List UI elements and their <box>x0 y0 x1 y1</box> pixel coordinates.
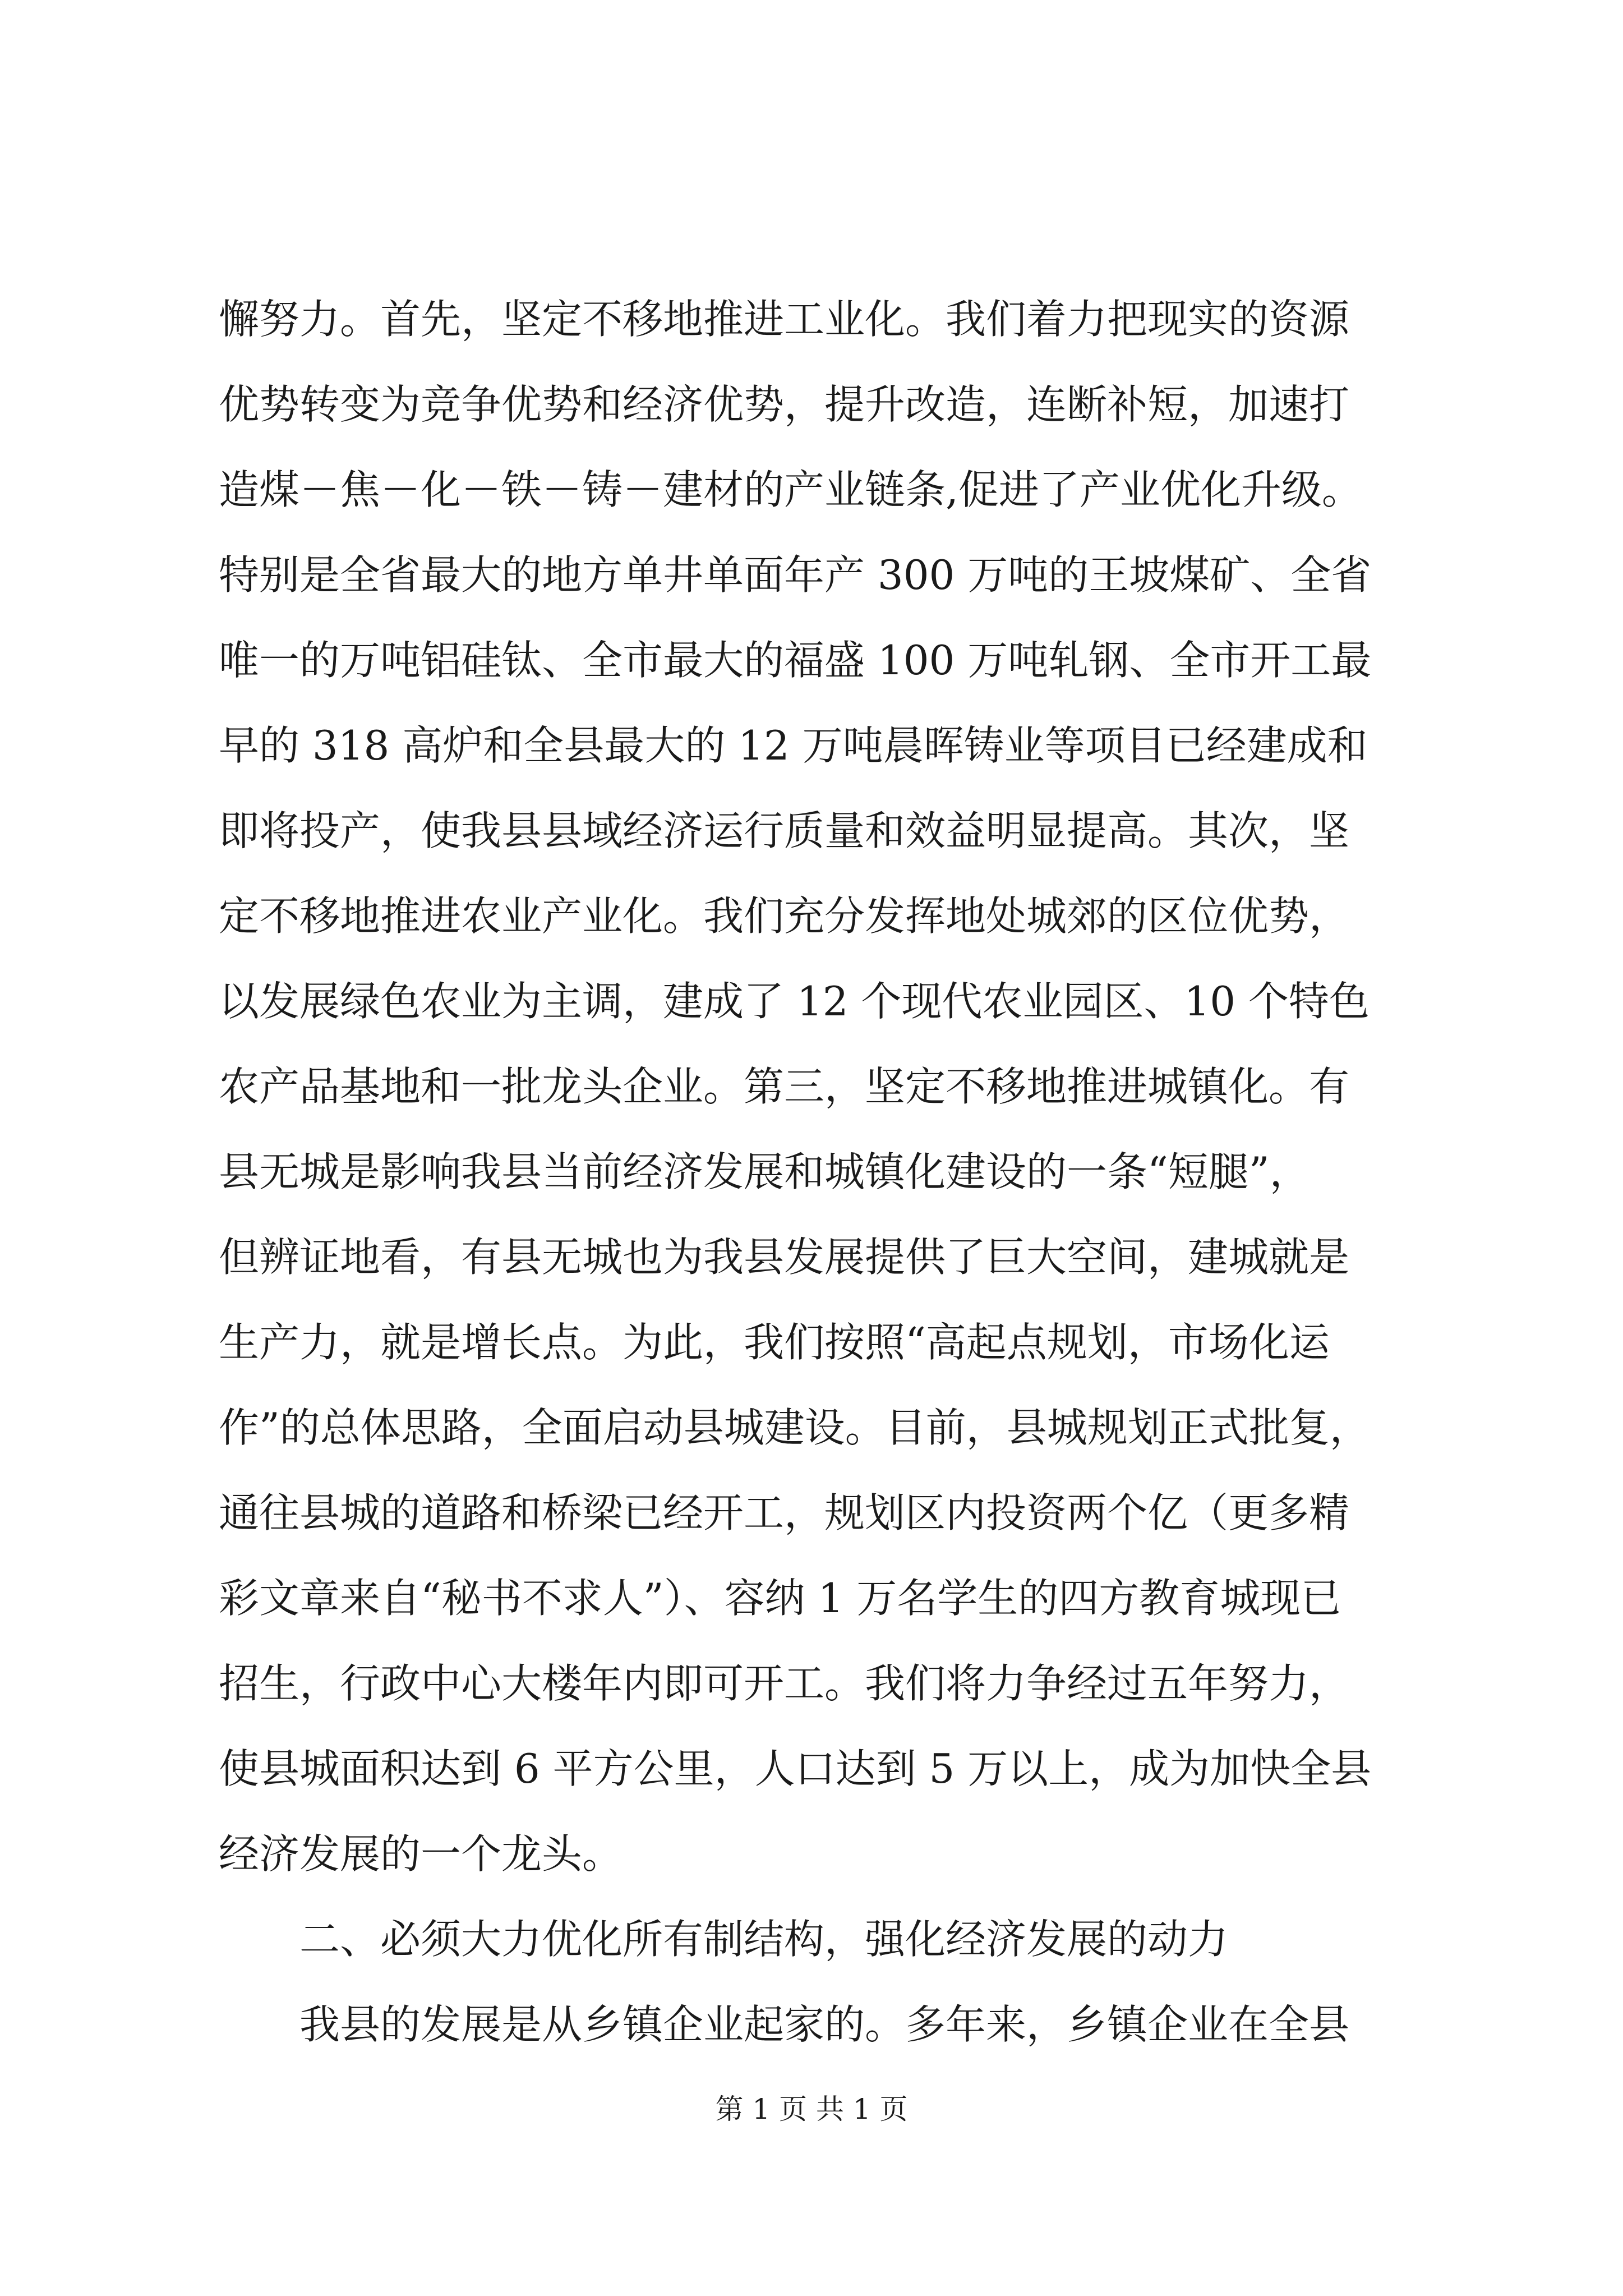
text-line: 农产品基地和一批龙头企业。第三，坚定不移地推进城镇化。有 <box>219 1063 1350 1110</box>
text-line: 生产力，就是增长点。为此，我们按照“高起点规划，市场化运 <box>219 1319 1330 1366</box>
text-line: 使县城面积达到 6 平方公里，人口达到 5 万以上，成为加快全县 <box>219 1745 1372 1792</box>
text-line: 早的 318 高炉和全县最大的 12 万吨晨晖铸业等项目已经建成和 <box>219 722 1368 769</box>
text-line: 彩文章来自“秘书不求人”）、容纳 1 万名学生的四方教育城现已 <box>219 1575 1341 1622</box>
text-line: 通往县城的道路和桥梁已经开工，规划区内投资两个亿（更多精 <box>219 1489 1350 1536</box>
text-line: 即将投产，使我县县域经济运行质量和效益明显提高。其次，坚 <box>219 807 1350 854</box>
text-line: 以发展绿色农业为主调，建成了 12 个现代农业园区、10 个特色 <box>219 978 1370 1025</box>
text-line: 特别是全省最大的地方单井单面年产 300 万吨的王坡煤矿、全省 <box>219 551 1372 599</box>
page-footer: 第 1 页 共 1 页 <box>715 2093 908 2125</box>
text-line: 但辨证地看，有县无城也为我县发展提供了巨大空间，建城就是 <box>219 1234 1350 1281</box>
text-line: 定不移地推进农业产业化。我们充分发挥地处城郊的区位优势， <box>219 892 1350 940</box>
text-line: 懈努力。首先，坚定不移地推进工业化。我们着力把现实的资源 <box>219 296 1350 343</box>
text-line: 唯一的万吨铝硅钛、全市最大的福盛 100 万吨轧钢、全市开工最 <box>219 637 1372 684</box>
text-line: 优势转变为竞争优势和经济优势，提升改造，连断补短，加速打 <box>219 381 1350 428</box>
body-text <box>219 277 1430 2067</box>
text-line: 县无城是影响我县当前经济发展和城镇化建设的一条“短腿”， <box>219 1148 1310 1195</box>
text-line: 经济发展的一个龙头。 <box>219 1830 623 1878</box>
section-heading: 二、必须大力优化所有制结构，强化经济发展的动力 <box>299 1916 1229 1963</box>
text-line: 招生，行政中心大楼年内即可开工。我们将力争经过五年努力， <box>219 1660 1350 1707</box>
paragraph-start: 我县的发展是从乡镇企业起家的。多年来，乡镇企业在全县 <box>299 2001 1350 2048</box>
text-line: 造煤－焦－化－铁－铸－建材的产业链条,促进了产业优化升级。 <box>219 466 1362 513</box>
text-line: 作”的总体思路，全面启动县城建设。目前，县城规划正式批复， <box>219 1404 1370 1451</box>
